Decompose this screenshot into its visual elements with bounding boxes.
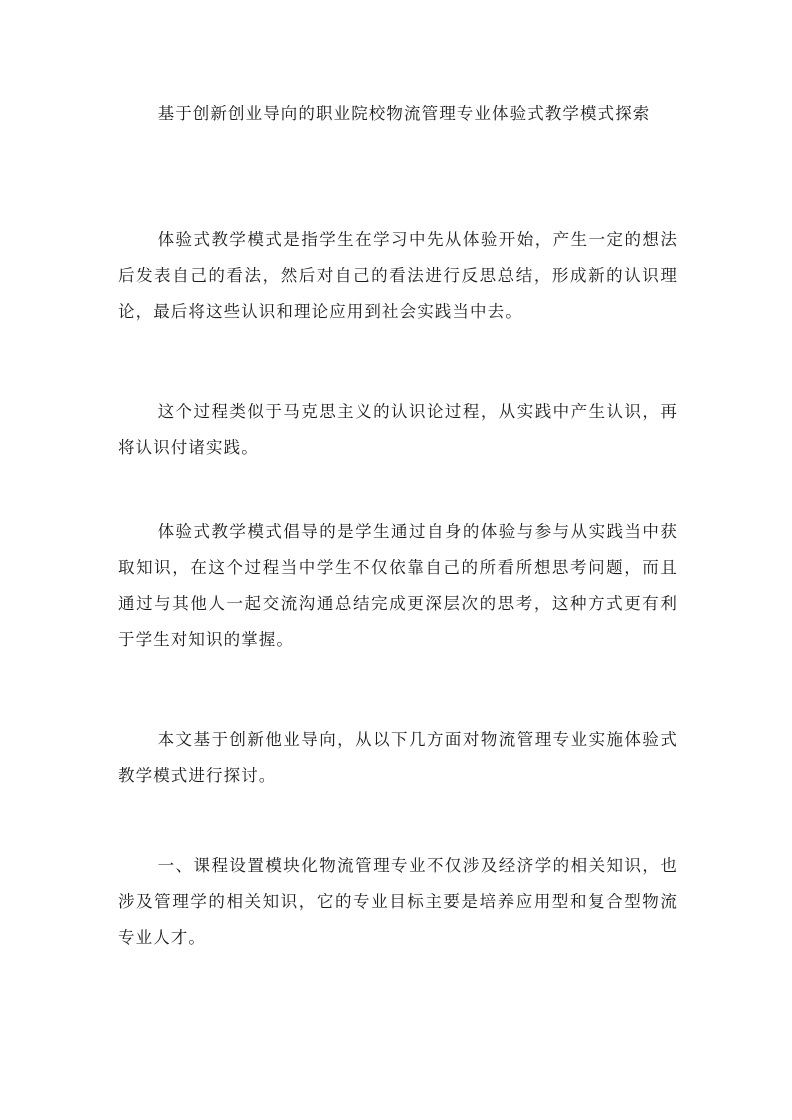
paragraph-scope: 本文基于创新他业导向，从以下几方面对物流管理专业实施体验式教学模式进行探讨。 (118, 730, 678, 785)
paragraph-definition: 体验式教学模式是指学生在学习中先从体验开始，产生一定的想法后发表自己的看法，然后对自己的看法进行反思总结，形成新的认识理论，最后将这些认识和理论应用到社会实践当中去。 (118, 230, 678, 321)
paragraph-section-one: 一、课程设置模块化物流管理专业不仅涉及经济学的相关知识，也涉及管理学的相关知识，它的专业目标主要是培养应用型和复合型物流专业人才。 (118, 856, 678, 947)
document-title: 基于创新创业导向的职业院校物流管理专业体验式教学模式探索 (157, 104, 651, 123)
paragraph-advocacy: 体验式教学模式倡导的是学生通过自身的体验与参与从实践当中获取知识，在这个过程当中学生不仅依靠自己的所看所想思考问题，而且通过与其他人一起交流沟通总结完成更深层次的思考，这种方式更有利于学生对知识的掌握。 (118, 522, 678, 649)
paragraph-epistemology: 这个过程类似于马克思主义的认识论过程，从实践中产生认识，再将认识付诸实践。 (118, 402, 678, 457)
